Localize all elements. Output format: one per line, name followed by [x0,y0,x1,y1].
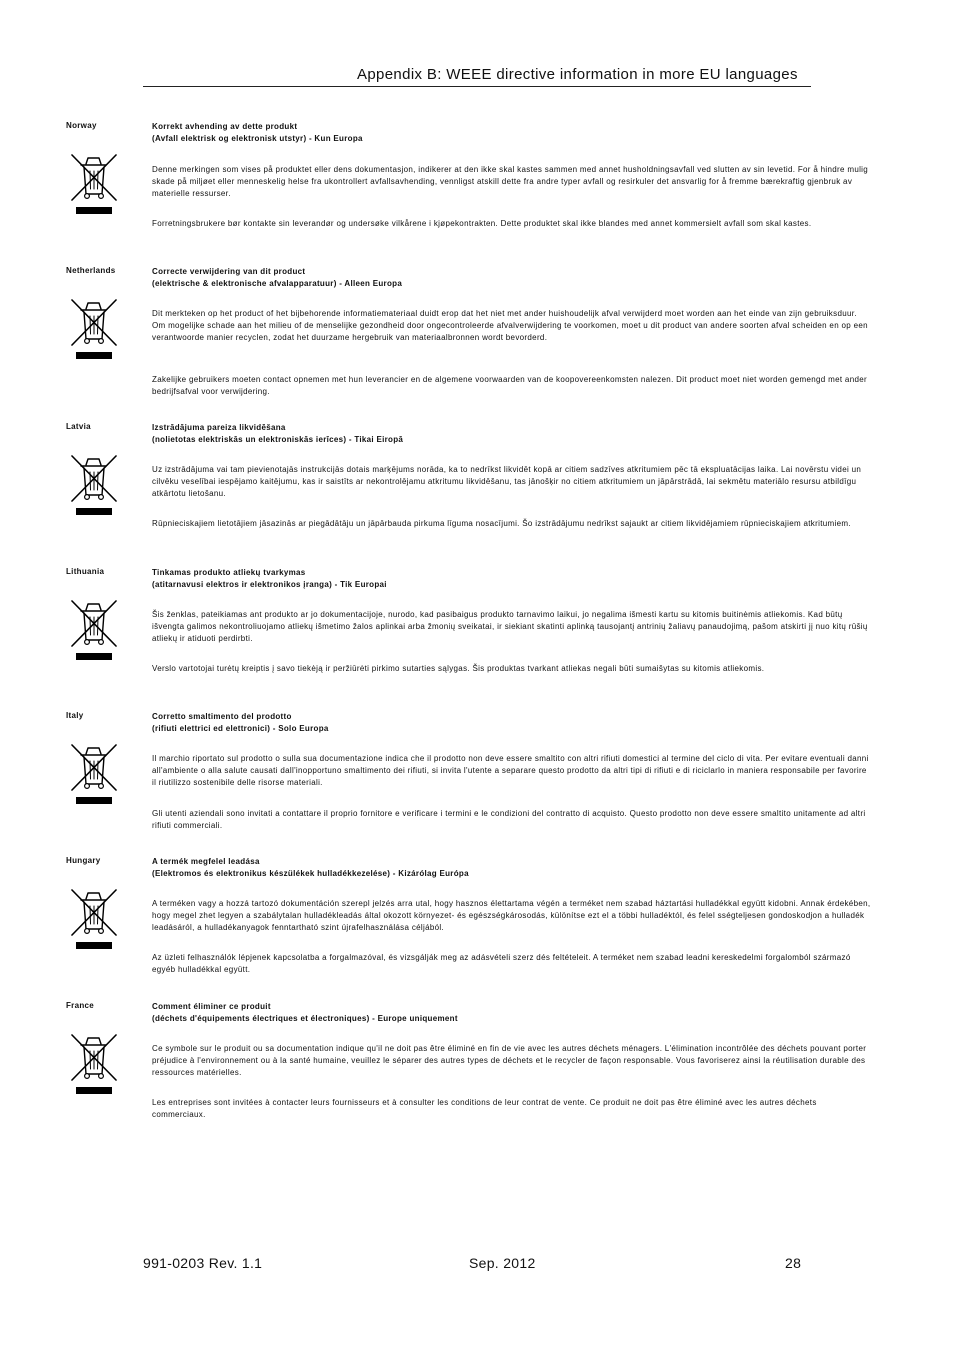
section-heading [152,121,363,145]
country-label: Lithuania [66,567,105,576]
weee-crossed-bin-icon [71,298,117,360]
section-heading [152,856,469,880]
heading-title: Correcte verwijdering van dit product [152,267,306,276]
country-label: France [66,1001,95,1010]
heading-subtitle: (déchets d'équipements électriques et électroniques) - Europe uniquement [152,1014,458,1023]
heading-title: Comment éliminer ce produit [152,1002,271,1011]
heading-title: Tinkamas produkto atliekų tvarkymas [152,568,306,577]
weee-crossed-bin-icon [71,599,117,661]
heading-title: Korrekt avhending av dette produkt [152,122,298,131]
page-title: Appendix B: WEEE directive information in more EU languages [357,66,798,83]
page-number: 28 [785,1255,802,1271]
weee-crossed-bin-icon [71,743,117,805]
paragraph-consumer: Šis ženklas, pateikiamas ant produkto ar jo dokumentacijoje, nurodo, kad pasibaigus produkto tarnavimo laikui, jo negalima išmesti kartu su kitomis buitinėmis atliekomis. Kad būtų išvengta galimos nekontroliuojamo atliekų išmetimo žalos aplinkai arba žmonių sveikatai, ir siekiant skatinti aplinką tausojantį antrinių žaliavų panaudojimą, pašom atskirti jį nuo kitų rūšių atliekų ir atiduoti perdirbti. [152,610,868,643]
header-divider [143,86,811,87]
paragraph-business: Az üzleti felhasználók lépjenek kapcsolatba a forgalmazóval, és vizsgálják meg az adásvételi szerz dés feltételeit. A terméket nem szabad leadni kereskedelmi forgalomból származó egyéb hulladékkal együtt. [152,953,851,974]
country-label: Latvia [66,422,91,431]
document-number: 991-0203 Rev. 1.1 [143,1255,263,1271]
heading-title: A termék megfelel leadása [152,857,260,866]
country-label: Italy [66,711,84,720]
heading-subtitle: (rifiuti elettrici ed elettronici) - Solo Europa [152,724,329,733]
heading-subtitle: (Elektromos és elektronikus készülékek hulladékkezelése) - Kizárólag Európa [152,869,469,878]
paragraph-consumer: Ce symbole sur le produit ou sa documentation indique qu'il ne doit pas être éliminé en fin de vie avec les autres déchets ménagers. L'élimination incontrôlée des déchets pouvant porter préjudice à l'environnement ou à la santé humaine, veuillez le séparer des autres types de déchets et le recycler de façon responsable. Vous favoriserez ainsi la réutilisation durable des ressources matérielles. [152,1044,867,1077]
heading-title: Corretto smaltimento del prodotto [152,712,292,721]
section-heading [152,567,387,591]
weee-crossed-bin-icon [71,1033,117,1095]
country-label: Hungary [66,856,101,865]
country-label: Norway [66,121,97,130]
heading-subtitle: (atitarnavusi elektros ir elektronikos įranga) - Tik Europai [152,580,387,589]
paragraph-business: Forretningsbrukere bør kontakte sin leverandør og undersøke vilkårene i kjøpekontrakten. Dette produktet skal ikke blandes med annet kommersielt avfall som skal kastes. [152,219,812,228]
section-heading [152,422,403,446]
paragraph-consumer: A terméken vagy a hozzá tartozó dokumentáción szerepl jelzés arra utal, hogy hasznos élettartama végén a terméket nem szabad háztartási hulladékkal együtt kidobni. Annak érdekében, hogy megel zhet legyen a szabálytalan hulladékleadás által okozott környezet- és egészségkárosodás, különítse ezt el a többi hulladéktól, és felel sségteljesen gondoskodjon a hulladék leadásáról, a hulladékanyagok fenntartható szint újrafelhasználása céljából. [152,899,871,932]
paragraph-consumer: Denne merkingen som vises på produktet eller dens dokumentasjon, indikerer at den ikke skal kastes sammen med annet husholdningsavfall ved slutten av sin levetid. For å hindre mulig skade på miljøet eller menneskelig helse fra ukontrollert avfallsavhending, vennligst atskill dette fra andre typer avfall og resirkuler det ansvarlig for å fremme bærekraftig gjenbruk av materielle ressurser. [152,165,869,198]
section-heading [152,266,402,290]
weee-crossed-bin-icon [71,454,117,516]
paragraph-consumer: Il marchio riportato sul prodotto o sulla sua documentazione indica che il prodotto non deve essere smaltito con altri rifiuti domestici al termine del ciclo di vita. Per evitare eventuali danni all'ambiente o alla salute causati dall'inopportuno smaltimento dei rifiuti, si invita l'utente a separare questo prodotto da altri tipi di rifiuti e di riciclarlo in maniera responsabile per favorire il riutilizzo sostenibile delle risorse materiali. [152,754,869,787]
weee-crossed-bin-icon [71,153,117,215]
section-heading [152,1001,458,1025]
country-label: Netherlands [66,266,116,275]
heading-subtitle: (nolietotas elektriskās un elektroniskās ierīces) - Tikai Eiropā [152,435,404,444]
paragraph-business: Les entreprises sont invitées à contacter leurs fournisseurs et à consulter les conditions de leur contrat de vente. Ce produit ne doit pas être éliminé avec les autres déchets commerciaux. [152,1098,817,1119]
weee-crossed-bin-icon [71,888,117,950]
heading-title: Izstrādājuma pareiza likvidēšana [152,423,286,432]
paragraph-business: Verslo vartotojai turėtų kreiptis į savo tiekėją ir peržiūrėti pirkimo sutarties sąlygas. Šis produktas tvarkant atliekas negali būti sumaišytas su kitomis atliekomis. [152,664,765,673]
section-heading [152,711,329,735]
paragraph-business: Rūpnieciskajiem lietotājiem jāsazinās ar piegādātāju un jāpārbauda pirkuma līguma nosacījumi. Šo izstrādājumu nedrīkst sajaukt ar citiem likvidējamiem rūpnieciskajiem atkritumiem. [152,519,851,528]
paragraph-business: Gli utenti aziendali sono invitati a contattare il proprio fornitore e verificare i termini e le condizioni del contratto di acquisto. Questo prodotto non deve essere smaltito unitamente ad altri rifiuti commerciali. [152,809,866,830]
paragraph-consumer: Dit merkteken op het product of het bijbehorende informatiemateriaal duidt erop dat het niet met ander huishoudelijk afval verwijderd moet worden aan het einde van zijn gebruiksduur. Om mogelijke schade aan het milieu of de menselijke gezondheid door ongecontroleerde afvalverwijdering te voorkomen, moet u dit product van andere soorten afval scheiden en op een verantwoorde manier recyclen, zodat het duurzame hergebruik van materiaalbronnen wordt bevorderd. [152,309,868,342]
paragraph-business: Zakelijke gebruikers moeten contact opnemen met hun leverancier en de algemene voorwaarden van de koopovereenkomsten nalezen. Dit product moet niet worden gemengd met ander bedrijfsafval voor verwijdering. [152,375,867,396]
heading-subtitle: (Avfall elektrisk og elektronisk utstyr) - Kun Europa [152,134,363,143]
document-date: Sep. 2012 [469,1255,536,1271]
paragraph-consumer: Uz izstrādājuma vai tam pievienotajās instrukcijās dotais marķējums norāda, ka to nedrīkst likvidēt kopā ar citiem sadzīves atkritumiem pēc tā ekspluatācijas laika. Lai novērstu videi un cilvēku veselībai iespējamo kaitējumu, kas ir saistīts ar nekontrolējamu atkritumu likvidēšanu, tas jānošķir no citiem atkritumiem un jāpārstrādā, lai sekmētu materiālo resursu atbildīgu atkārtotu lietošanu. [152,465,862,498]
heading-subtitle: (elektrische & elektronische afvalapparatuur) - Alleen Europa [152,279,403,288]
